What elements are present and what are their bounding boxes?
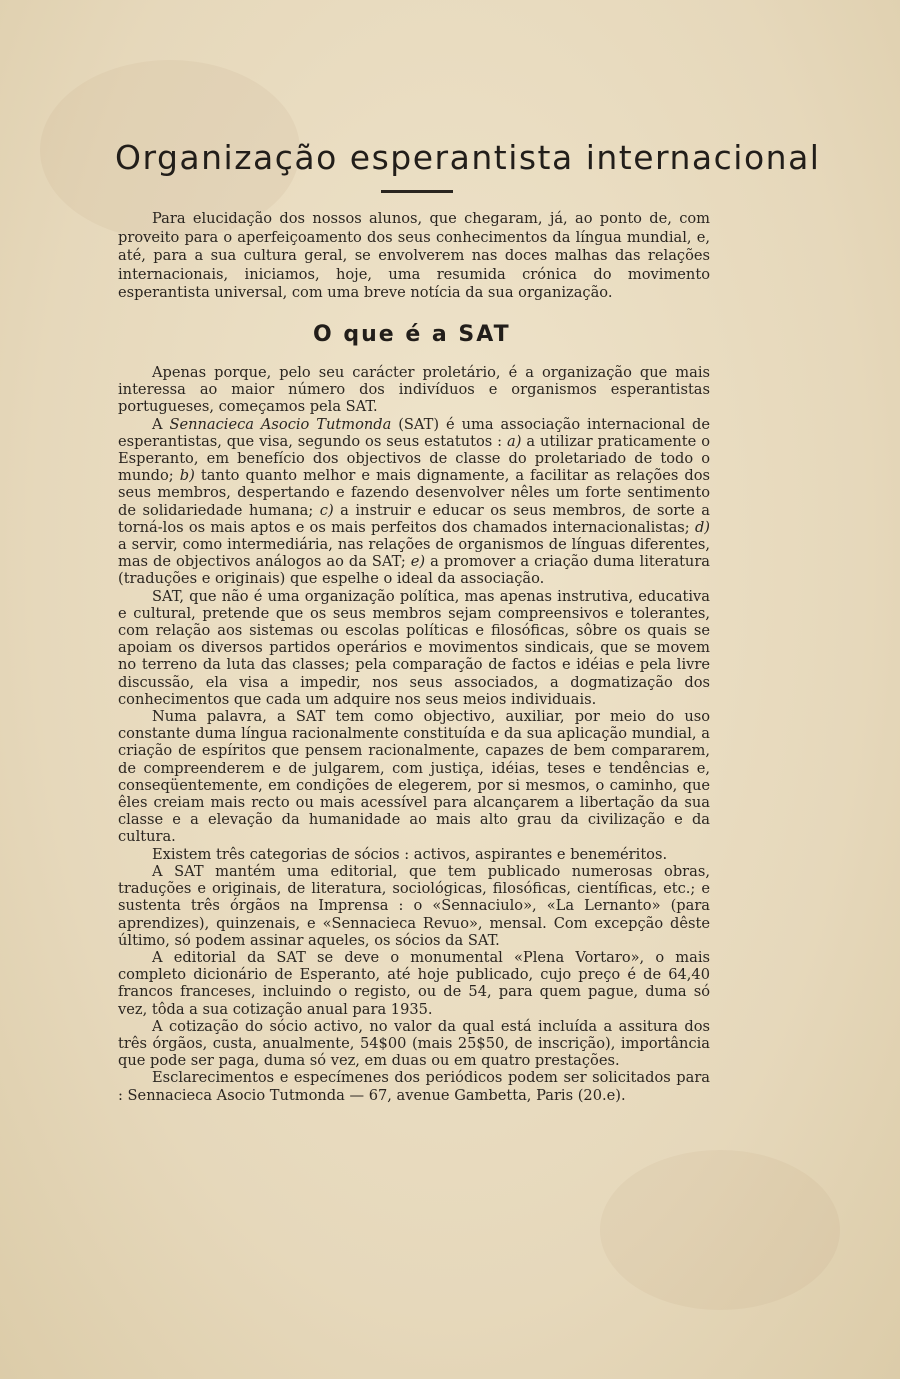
intro-paragraph-block bbox=[118, 210, 710, 303]
paragraph-3: SAT, que não é uma organização política, mas apenas instrutiva, educativa e cultural, pretende que os seus membros sejam compreensivos e tolerantes, com relação aos sistemas ou escolas políticas e filosóficas, sôbre os quais se apoiam os diversos partidos operários e movimentos sindicais, que se movem no terreno da luta das classes; pela comparação de factos e idéias e pela livre discussão, ela visa a impedir, nos seus associados, a dogmatização dos conhecimentos que cada um adquire nos seus meios individuais. bbox=[118, 587, 710, 708]
list-marker: d) bbox=[694, 518, 710, 536]
text-run: a instruir e educar os seus membros, de sorte a torná-los os mais aptos e os mais perfeitos dos chamados internacionalistas; bbox=[118, 501, 710, 536]
title-underline bbox=[381, 190, 453, 193]
paper-stain bbox=[600, 1150, 840, 1310]
list-marker: a) bbox=[507, 432, 522, 450]
paragraph-5: Existem três categorias de sócios : activos, aspirantes e beneméritos. bbox=[152, 845, 668, 863]
text-run: a servir, como intermediária, nas relações de organismos de línguas diferentes, mas de objectivos análogos ao da SAT; bbox=[118, 536, 710, 571]
paragraph-7: A editorial da SAT se deve o monumental «Plena Vortaro», o mais completo dicionário de Esperanto, até hoje publicado, cujo preço é de 64,40 francos franceses, incluindo o registo, ou de 54, para quem pague, duma só vez, tôda a sua cotização anual para 1935. bbox=[118, 948, 710, 1018]
section-title: O que é a SAT bbox=[313, 322, 511, 347]
list-marker: c) bbox=[319, 501, 334, 519]
paragraph-4: Numa palavra, a SAT tem como objectivo, auxiliar, por meio do uso constante duma língua racionalmente constituída e da sua aplicação mundial, a criação de espíritos que pensem racionalmente, capazes de bem compararem, de compreenderem e de julgarem, com justiça, idéias, teses e tendências e, conseqüentemente, em condições de elegerem, por si mesmos, o caminho, que êles creiam mais recto ou mais acessível para alcançarem a libertação da sua classe e a elevação da humanidade ao mais alto grau da civilização e da cultura. bbox=[118, 708, 710, 846]
list-marker: b) bbox=[179, 467, 195, 485]
paragraph-8: A cotização do sócio activo, no valor da qual está incluída a assitura dos três órgãos, custa, anualmente, 54$00 (mais 25$50, de inscrição), importância que pode ser paga, duma só vez, em duas ou em quatro prestações. bbox=[118, 1017, 710, 1070]
intro-paragraph: Para elucidação dos nossos alunos, que chegaram, já, ao ponto de, com proveito para o aperfeiçoamento dos seus conhecimentos da língua mundial, e, até, para a sua cultura geral, se envolverem nas doces malhas das relações internacionais, iniciamos, hoje, uma resumida crónica do movimento esperantista universal, com uma breve notícia da sua organização. bbox=[118, 210, 710, 302]
text-run: a promover a criação duma literatura (traduções e originais) que espelhe o ideal da associação. bbox=[118, 553, 711, 588]
page-title: Organização esperantista internacional bbox=[115, 138, 821, 177]
text-run: a utilizar praticamente o Esperanto, em benefício dos objectivos de classe do proletariado de todo o mundo; bbox=[118, 432, 710, 485]
organization-name: Sennacieca Asocio Tutmonda bbox=[169, 415, 392, 433]
paragraph-1: Apenas porque, pelo seu carácter proletário, é a organização que mais interessa ao maior número dos indivíduos e organismos esperantistas portugueses, começamos pela SAT. bbox=[118, 364, 710, 416]
paragraph-9: Esclarecimentos e especímenes dos periódicos podem ser solicitados para : Sennacieca Asocio Tutmonda — 67, avenue Gambetta, Paris (20.e). bbox=[118, 1069, 710, 1104]
list-marker: e) bbox=[410, 553, 426, 571]
article-body bbox=[118, 364, 710, 1104]
paragraph-6: A SAT mantém uma editorial, que tem publicado numerosas obras, traduções e originais, de literatura, sociológicas, filosóficas, científicas, etc.; e sustenta três órgãos na Imprensa : o «Sennaciulo», «La Lernanto» (para aprendizes), quinzenais, e «Sennacieca Revuo», mensal. Com excepção dêste último, só podem assinar aqueles, os sócios da SAT. bbox=[118, 862, 710, 949]
text-run: (SAT) é uma associação internacional de esperantistas, que visa, segundo os seus estatutos : bbox=[118, 415, 710, 450]
text-run: A bbox=[152, 415, 170, 433]
paragraph-2 bbox=[118, 416, 710, 588]
text-run: tanto quanto melhor e mais dignamente, a facilitar as relações dos seus membros, despertando e fazendo desenvolver nêles um forte sentimento de solidariedade humana; bbox=[118, 467, 710, 519]
